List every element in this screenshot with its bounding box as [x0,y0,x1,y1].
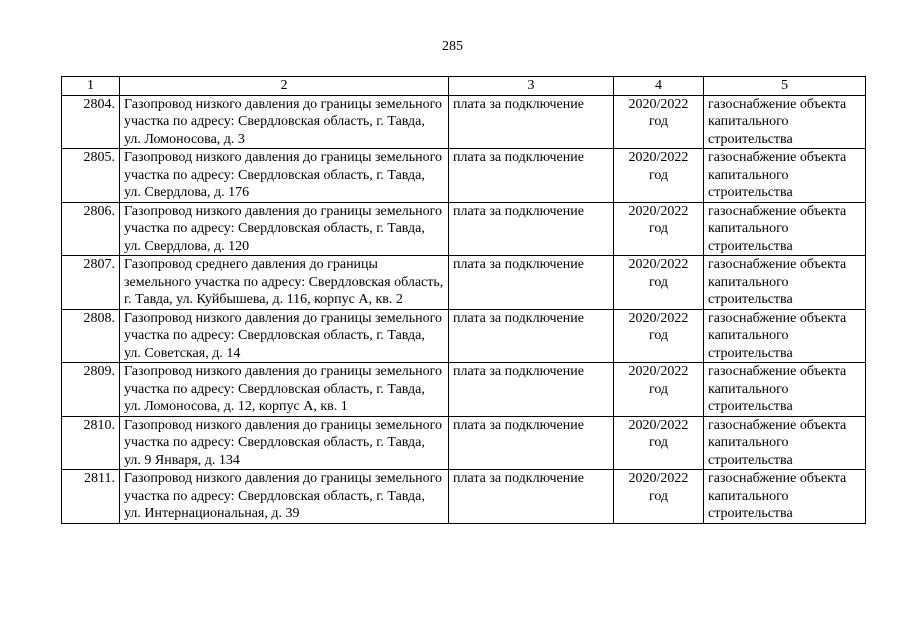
table-header [62,77,866,96]
row-number: 2807. [62,256,120,310]
object-name: Газопровод низкого давления до границы земельного участка по адресу: Свердловская область, г. Тавда, ул. 9 Января, д. 134 [120,416,449,470]
purpose: газоснабжение объекта капитального строительства [704,256,866,310]
object-name: Газопровод низкого давления до границы земельного участка по адресу: Свердловская область, г. Тавда, ул. Интернациональная, д. 39 [120,470,449,524]
purpose: газоснабжение объекта капитального строительства [704,363,866,417]
period: 2020/2022 год [614,416,704,470]
funding-source: плата за подключение [449,149,614,203]
table-row [62,256,866,310]
header-col-4: 4 [614,77,704,96]
row-number: 2806. [62,202,120,256]
table-row [62,470,866,524]
period: 2020/2022 год [614,149,704,203]
header-col-5: 5 [704,77,866,96]
object-name: Газопровод низкого давления до границы земельного участка по адресу: Свердловская область, г. Тавда, ул. Свердлова, д. 120 [120,202,449,256]
period: 2020/2022 год [614,363,704,417]
purpose: газоснабжение объекта капитального строительства [704,470,866,524]
table-row [62,363,866,417]
period: 2020/2022 год [614,95,704,149]
object-name: Газопровод среднего давления до границы земельного участка по адресу: Свердловская область, г. Тавда, ул. Куйбышева, д. 116, корпус А, кв. 2 [120,256,449,310]
purpose: газоснабжение объекта капитального строительства [704,95,866,149]
funding-source: плата за подключение [449,363,614,417]
row-number: 2804. [62,95,120,149]
table-row [62,95,866,149]
period: 2020/2022 год [614,256,704,310]
funding-source: плата за подключение [449,202,614,256]
table-row [62,309,866,363]
row-number: 2805. [62,149,120,203]
header-col-2: 2 [120,77,449,96]
object-name: Газопровод низкого давления до границы земельного участка по адресу: Свердловская область, г. Тавда, ул. Свердлова, д. 176 [120,149,449,203]
table-row [62,202,866,256]
period: 2020/2022 год [614,309,704,363]
registry-table [61,76,866,524]
table-row [62,149,866,203]
row-number: 2809. [62,363,120,417]
purpose: газоснабжение объекта капитального строительства [704,202,866,256]
funding-source: плата за подключение [449,256,614,310]
purpose: газоснабжение объекта капитального строительства [704,309,866,363]
funding-source: плата за подключение [449,416,614,470]
page-number: 285 [442,39,463,54]
header-row [62,77,866,96]
object-name: Газопровод низкого давления до границы земельного участка по адресу: Свердловская область, г. Тавда, ул. Ломоносова, д. 12, корпус А, кв. 1 [120,363,449,417]
header-col-3: 3 [449,77,614,96]
purpose: газоснабжение объекта капитального строительства [704,416,866,470]
table-row [62,416,866,470]
object-name: Газопровод низкого давления до границы земельного участка по адресу: Свердловская область, г. Тавда, ул. Советская, д. 14 [120,309,449,363]
table-body [62,95,866,523]
purpose: газоснабжение объекта капитального строительства [704,149,866,203]
object-name: Газопровод низкого давления до границы земельного участка по адресу: Свердловская область, г. Тавда, ул. Ломоносова, д. 3 [120,95,449,149]
row-number: 2811. [62,470,120,524]
header-col-1: 1 [62,77,120,96]
period: 2020/2022 год [614,202,704,256]
funding-source: плата за подключение [449,470,614,524]
funding-source: плата за подключение [449,309,614,363]
row-number: 2810. [62,416,120,470]
funding-source: плата за подключение [449,95,614,149]
row-number: 2808. [62,309,120,363]
period: 2020/2022 год [614,470,704,524]
